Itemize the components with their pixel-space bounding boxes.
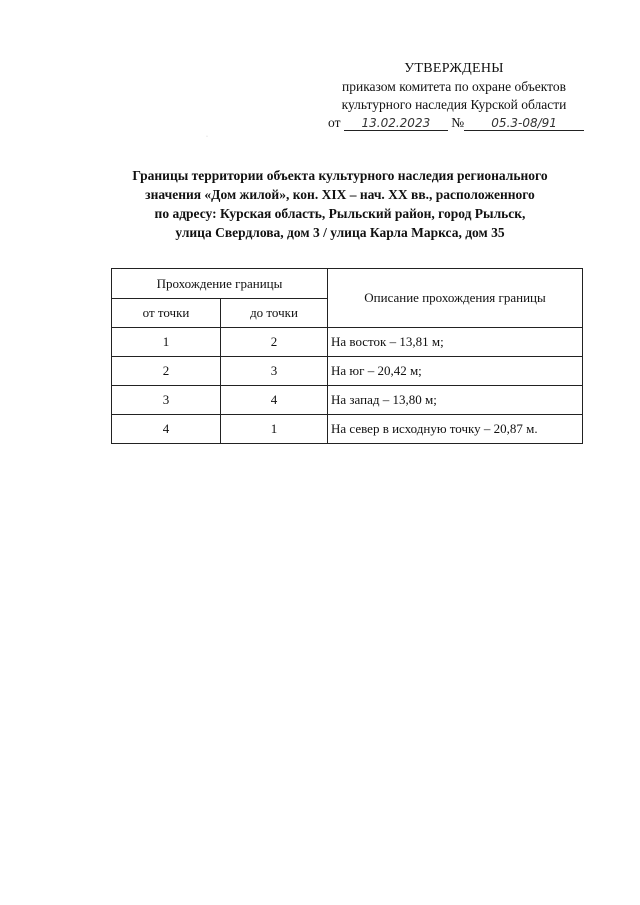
table-header-row-1 (112, 269, 583, 299)
header-description: Описание прохождения границы (328, 269, 583, 328)
heading-line-4: улица Свердлова, дом 3 / улица Карла Маркса, дом 35 (175, 225, 505, 240)
cell-description: На юг – 20,42 м; (328, 357, 583, 386)
cell-from: 1 (112, 328, 221, 357)
cell-to: 2 (221, 328, 328, 357)
table-row (112, 357, 583, 386)
scan-speck: · (206, 134, 208, 140)
table-row (112, 415, 583, 444)
approval-order-line (320, 114, 588, 132)
heading-line-2: значения «Дом жилой», кон. XIX – нач. XX вв., расположенного (145, 187, 535, 202)
document-heading (90, 166, 590, 242)
handwritten-number: 05.3-08/91 (464, 116, 584, 131)
handwritten-date: 13.02.2023 (344, 116, 448, 131)
cell-description: На север в исходную точку – 20,87 м. (328, 415, 583, 444)
heading-line-1: Границы территории объекта культурного наследия регионального (132, 168, 548, 183)
cell-to: 4 (221, 386, 328, 415)
cell-description: На восток – 13,81 м; (328, 328, 583, 357)
approval-line-2: культурного наследия Курской области (341, 97, 567, 112)
table-row (112, 386, 583, 415)
approval-block (320, 60, 588, 132)
heading-line-3: по адресу: Курская область, Рыльский район, город Рыльск, (154, 206, 526, 221)
cell-from: 2 (112, 357, 221, 386)
from-label: от (328, 115, 341, 130)
cell-to: 3 (221, 357, 328, 386)
cell-to: 1 (221, 415, 328, 444)
number-label: № (451, 115, 465, 130)
approval-line-1: приказом комитета по охране объектов (342, 79, 566, 94)
header-to-point: до точки (221, 299, 328, 328)
cell-description: На запад – 13,80 м; (328, 386, 583, 415)
cell-from: 4 (112, 415, 221, 444)
approval-title: УТВЕРЖДЕНЫ (404, 61, 504, 76)
header-from-point: от точки (112, 299, 221, 328)
table-row (112, 328, 583, 357)
cell-from: 3 (112, 386, 221, 415)
boundary-table (111, 268, 583, 444)
header-boundary-passage: Прохождение границы (112, 269, 328, 299)
